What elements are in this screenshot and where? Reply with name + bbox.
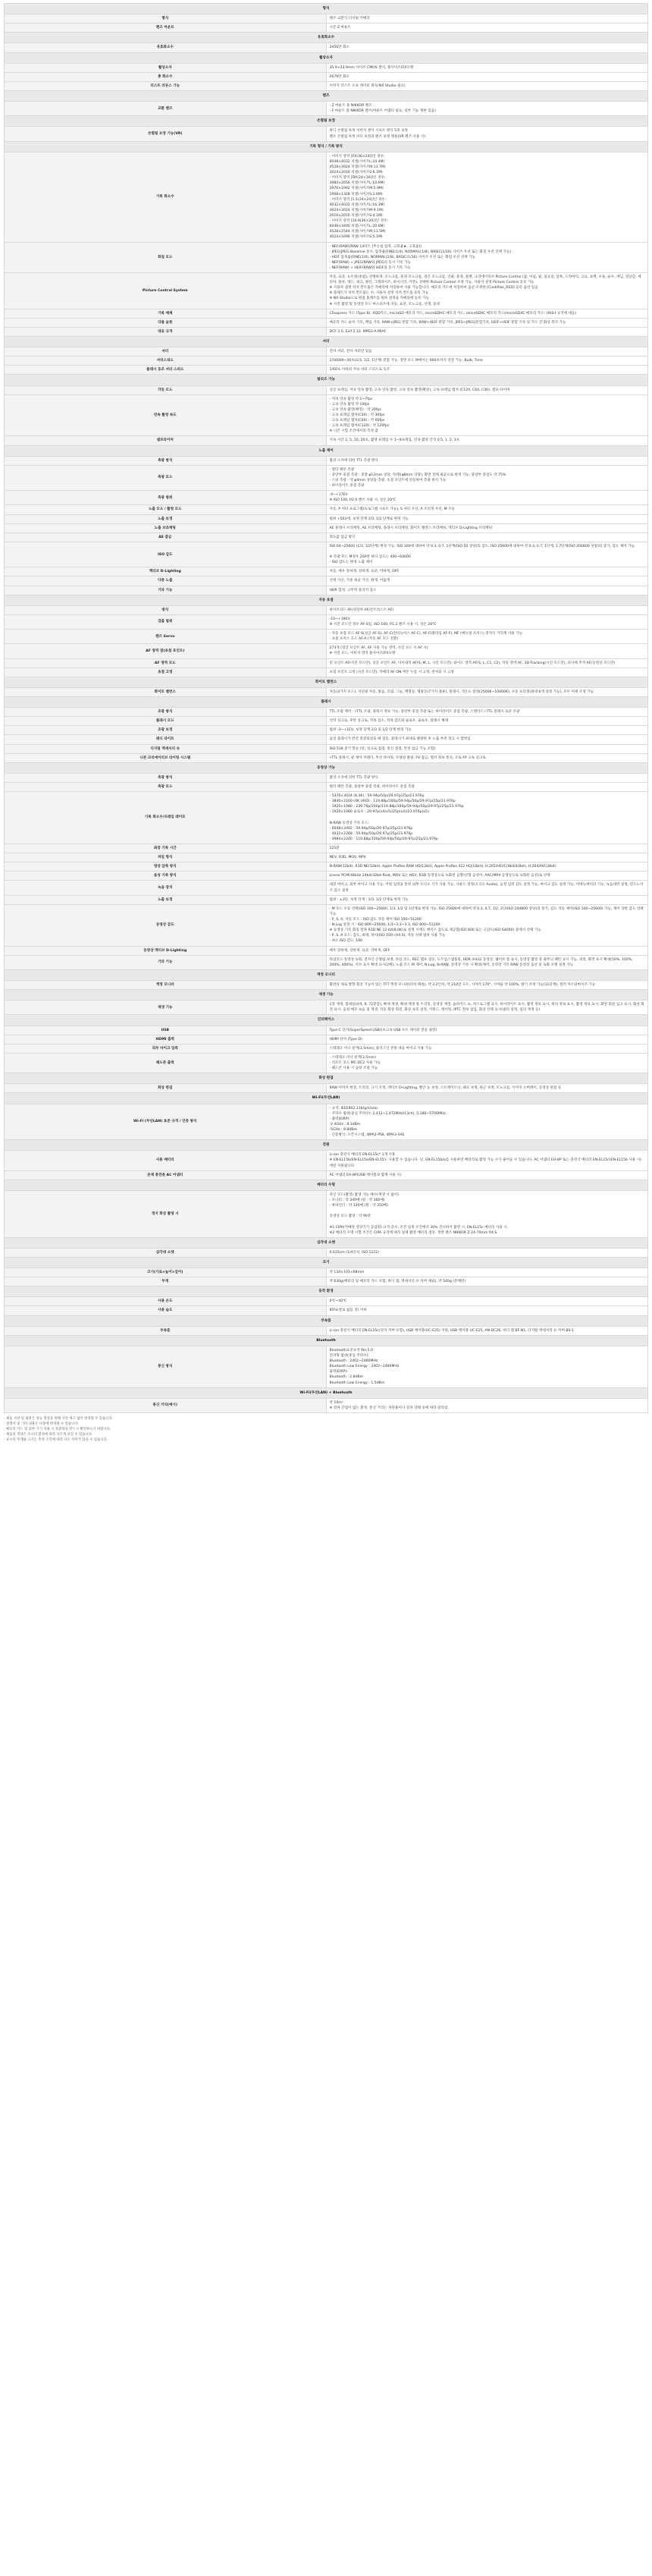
section-header — [5, 677, 648, 687]
section-title: 부속품 — [5, 1315, 648, 1326]
spec-label: 대응 규격 — [5, 327, 327, 336]
spec-label: Wi-Fi (무선LAN) 표준 규격 / 인증 방식 — [5, 1104, 327, 1140]
spec-row — [5, 1297, 648, 1306]
spec-value: -10~+19EV ※ 사진 모드인 경우 AF-S일, ISO 100, f/1.2 렌즈 사용 시, 상온 20℃ — [326, 614, 648, 629]
section-title: 동영상 기능 — [5, 762, 648, 773]
spec-value: 메모리 카드 순차 기록, 백업 기록, RAW+JPEG 분할 기록, RAW+HEIF 분할 기록, JPEG+JPEG(분할기록, HEIF+HEIF 분할 기록 및 카드 간 화상 복사 가능 — [326, 318, 648, 327]
spec-value: 촬상 소자에 의한 TTL 측광 방식 — [326, 456, 648, 465]
spec-value: RAW 이미지 현상, 트리밍, 크기 조정, 액티브 D-Lighting, 빨간 눈 보정, 스트레이트닝, 왜곡 보정, 원근 보정, 모노크롬, 이미지 오버레이, 동영상 편집 등 — [326, 1084, 648, 1093]
spec-value: 273개 (싱글 포인트 AF, AF 사용 가능 영역, 사진 모드 시 AF 시) ※ 사진 모드, 이미지 영역 풀사이즈(FX포맷 — [326, 644, 648, 658]
spec-row — [5, 687, 648, 696]
section-title: 크기 — [5, 1257, 648, 1268]
section-header — [5, 762, 648, 773]
footnote-line: - 표시된 무게와 크기는 측정 조건에 따라 다소 차이가 있을 수 있습니다. — [4, 1438, 108, 1443]
spec-row — [5, 1268, 648, 1277]
section-title: 촬상소자 — [5, 52, 648, 63]
spec-value: CFexpress 카드 (Type B), XQD카드, microSD 메모리 카드, microSDHC 메모리 카드, microSDXC 메모리 카드(microSDXC 메모리 카드: UHS-I 규격에 대응) — [326, 309, 648, 318]
spec-label: 연속 촬영 속도 — [5, 394, 327, 436]
spec-value: 35.9×23.9mm 사이즈 CMOS 센서, 풀사이즈(FX포맷 — [326, 63, 648, 72]
spec-row — [5, 456, 648, 465]
spec-label: 통신 방식 — [5, 1346, 327, 1387]
spec-value: 타임코드 동영상 녹화, 전자식 손떨림 보정, 타임 코드, REC 램프 점등, 도트업스샘플링, HDR (HLG) 동영상, 웨이브 폼 표시, 동영상 촬영 중 줄무늬 패턴 표시 기능, 피킹, 화면 표시 확대(50%, 100%, 200%, 400%), 서브 표시 확대 표시(2배), 노출 모드 M 제어, N-Log, N-RAW, 동영상 기록 시 확대(제어, 동영상 기록 RAW 동영상 옵션 및 녹화 포맷 설정 가능 — [326, 955, 648, 969]
spec-label: 화이트 밸런스 — [5, 687, 327, 696]
spec-label: 재생 기능 — [5, 1001, 327, 1015]
spec-label: 기타 기능 — [5, 955, 327, 969]
spec-label: 최장 기록 시간 — [5, 844, 327, 853]
spec-label: 사용 습도 — [5, 1306, 327, 1315]
spec-value: - 스테레오 미니 핀잭(3.5mm) - 리모트 코드 MC-DC2 사용 가능 - 헤드폰 사용 시 음량 조절 가능 — [326, 1053, 648, 1073]
spec-label: 각동 모드 — [5, 385, 327, 394]
spec-label: 사용 온도 — [5, 1297, 327, 1306]
spec-label: 액정 모니터 — [5, 981, 327, 990]
spec-value: 하이브리드 AF(위상차 AF/콘트라스트 AF) — [326, 605, 648, 614]
spec-row — [5, 981, 648, 990]
spec-row — [5, 1104, 648, 1140]
section-title: 셔터 — [5, 337, 648, 347]
spec-label: AE 잠금 — [5, 532, 327, 542]
spec-value: Li-ion 충전식 배터리 EN-EL15c* 1개 사용 ※ EN-EL15b/EN-EL15a/EN-EL15도 사용할 수 있습니다. 단, EN-EL15b/a를 사용하면 배터리로 촬영 가능 수가 줄어들 수 있습니다. AC 어댑터 EH-8P 또는 충전식 배터리 EN-EL15c(EN-EL15b 사용 시)에만 지원됩니다. — [326, 1151, 648, 1170]
spec-value: Bluetooth표준규격 Ver.5.0 전파형 범위(중심 주파수): Bluetooth : 2402~2480MHz Bluetooth Low Energy : 2402~2480MHz 출력(EIRP): Bluetooth : 2.8dBm Bluetooth Low Energy : 1.5dBm — [326, 1346, 648, 1387]
spec-row — [5, 644, 648, 658]
spec-row — [5, 708, 648, 717]
spec-row — [5, 853, 648, 862]
spec-label: 유효화소수 — [5, 43, 327, 52]
spec-row — [5, 717, 648, 726]
spec-row — [5, 514, 648, 523]
spec-value: 0℃~40℃ — [326, 1297, 648, 1306]
spec-label: 크기(가로×높이×깊이) — [5, 1268, 327, 1277]
spec-value: 지속 시간 2, 5, 10, 20초, 촬영 프레임 수 1~9프레임, 연속 촬영 간격 0.5, 1, 2, 3초 — [326, 436, 648, 445]
spec-value: 자동, 매우 강하게, 강하게, 표준, 약하게, OFF — [326, 567, 648, 576]
spec-label: 동영상 액티브 D-Lighting — [5, 946, 327, 955]
spec-label: 다중 노출 — [5, 576, 327, 586]
spec-label: 더블 슬롯 — [5, 318, 327, 327]
spec-row — [5, 1326, 648, 1335]
spec-value: Linear PCM(48kHz 24bit/32bit float, MOV 또는 NEV, R3D 동영상으로 녹화된 음향)선형 음성이, AAC(MP4 동영상으로 녹화된 음성)로 선택 — [326, 872, 648, 881]
spec-row — [5, 735, 648, 744]
section-title: 플래시 — [5, 696, 648, 707]
spec-label: 헤드폰 출력 — [5, 1053, 327, 1073]
spec-value: i-TTL 플래시, 광 제어 커맨더, 무선 라이팅, 모델링 발광, FV 잠금, 컬러 정보 통신, 오토 FP 고속 싱크로 — [326, 753, 648, 762]
section-title: 화이트 밸런스 — [5, 677, 648, 687]
section-header — [5, 1387, 648, 1398]
spec-value: 멀티 패턴 측광, 중앙부 중점 측광, 하이라이트 중점 측광 — [326, 782, 648, 791]
spec-label: 셔터 — [5, 347, 327, 357]
section-header — [5, 1286, 648, 1297]
spec-row — [5, 318, 648, 327]
spec-label: 통신 거리(예시) — [5, 1398, 327, 1412]
spec-value: 자동, 표준, 뉴트럴(중립), 선명하게, 모노크롬, 풍경 모노크롬, 깊은 모노크롬, 인물, 풍경, 플랫, 크리에이티브 Picture Control (꿈, 아침, 팝, 일요일, 암흑, 드라마틱, 고요, 표백, 우울, 순수, 데님, 장난감, 세피아, 블루, 레드, 핑크, 목탄, 그래파이트, 바이너리, 카본), 선택한 Picture Control 조정 가능, 사용자 설정 Picture Control 등록 가능 ※ 사용자 설정 픽쳐 컨트롤은 카메라에 저장하여 사용 가능합니다. 메모리 카드에 저장하여 옵션 조정한 [Cindifilas_RED] 등록 옵션 있음 ※ 플래트가 픽쳐 컨트롤는 수, 사용자 설정 픽쳐 컨트롤 등록 가능 ※ NX Studio으로 편집 플래트를 원하 설정을 카메라에 등록 가능 ※ 사진 촬영 및 동영상 모드 마스터즈에 자동, 표준, 모노크롬, 선명, 풍경 — [326, 273, 648, 309]
section-title: 인터페이스 — [5, 1015, 648, 1026]
spec-value: TTL 조광 제어 : i-TTL 조광, 플래시 정보 가능, 중앙부 중점 측광 또는 하이라이트 중점 측광, 스탠더드 i-TTL 플래시 표준 조광 — [326, 708, 648, 717]
spec-value: 1장 재생, 썸네일(4개, 9, 72분할), 확대 재생, 확대 재생 중 트리밍, 동영상 재생, 슬라이드 쇼, 히스토그램 표시, 하이라이트 표시, 촬영 정보 표시, 위치 정보 표시, 촬영 정보 표시, 화면 회전 입고 표시, 화상 회전 표시, 음성 메모 녹음 및 재생, 자동 화상 회전, 화상 보호 설정, 키워드, 레이팅, IPTC 정보 삽입, 화상 선택 표시(필터 설정, 임의 재생 등) — [326, 1001, 648, 1015]
section-header — [5, 969, 648, 980]
spec-value: - NEF(RAW)(RAW 14비트 [무손실 압축, 고효율★, 고효율]) - JPEG(JPEG-Baseline 준수, 압축률(FINE(1/4), NORMAL(1/8), BASIC(1/16) 사이즈 우선 또는 화질 우선 선택 가능) - HEIF 압축률(FINE(1/4), NORMAL(1/8), BASIC(1/16) 사이즈 우선 또는 화질 우선 선택 가능 - NEF(RAW) + JPEG/RAW와 JPEG의 동시 기록 가능 - NEF(RAW) + HEIF(RAW와 HEIF의 동시 기록 가능 — [326, 242, 648, 273]
spec-row — [5, 309, 648, 318]
spec-value: NEV, R3D, MOV, MP4 — [326, 853, 648, 862]
section-header — [5, 90, 648, 101]
spec-label: 측광 범위 — [5, 491, 327, 505]
spec-label: Picture Control System — [5, 273, 327, 309]
spec-value: 매우 강하게, 강하게, 표준, 약하게, OFF — [326, 946, 648, 955]
spec-row — [5, 744, 648, 753]
spec-row — [5, 1084, 648, 1093]
spec-label: AF 영역 점(초점 포인트) — [5, 644, 327, 658]
spec-row — [5, 567, 648, 576]
spec-label: 기록 화소수/프레임 레이트 — [5, 792, 327, 844]
spec-label: 총 화소수 — [5, 72, 327, 81]
section-header — [5, 990, 648, 1001]
spec-label: 노출 보정 — [5, 895, 327, 904]
spec-label: 화상 편집 — [5, 1084, 327, 1093]
spec-value: Li-ion 충전식 배터리 EN-EL15c(단자 커버 포함), USB 케이블(UC-E25) 지원, USB 케이블 UC-E25, AN-DC26, 바디 캡 BF-N1, 디지털 액세서리 슈 커버 BS-1 — [326, 1326, 648, 1335]
section-header — [5, 1015, 648, 1026]
spec-label: 무게 — [5, 1277, 327, 1286]
section-header — [5, 1257, 648, 1268]
section-title: 액정 모니터 — [5, 969, 648, 980]
spec-value: 범위 : ±3단, 보정 단계 : 1/3, 1/2 단계로 변경 가능 — [326, 895, 648, 904]
spec-label: 정지 화상 촬영 시 — [5, 1190, 327, 1237]
spec-row — [5, 505, 648, 514]
spec-row — [5, 1001, 648, 1015]
spec-row — [5, 43, 648, 52]
spec-label: 측광 방식 — [5, 456, 327, 465]
section-title: 동작 환경 — [5, 1286, 648, 1297]
spec-value: ISO 518 준거 핫슈 (단, 싱크로 접점, 통신 접점, 안전 잠금 기능 포함) — [326, 744, 648, 753]
footnote-line: - 메모리 카드 및 외부 기기 사용 시 호환성을 반드시 확인하시기 바랍니다. — [4, 1428, 111, 1432]
spec-row — [5, 357, 648, 366]
section-header — [5, 52, 648, 63]
spec-row — [5, 586, 648, 595]
spec-value: 니콘 Z 마운트 — [326, 24, 648, 33]
spec-value: 렌즈 교환식 디지털 카메라 — [326, 14, 648, 24]
spec-label: 음성 기록 방식 — [5, 872, 327, 881]
spec-table — [4, 3, 648, 1413]
spec-value: AE 플래시 브라케팅, AE 브라케팅, 플래시 브라케팅, 화이트 밸런스 브라케팅, 액티브 D-Lighting 브라케팅 — [326, 523, 648, 532]
section-title: 자동 초점 — [5, 595, 648, 605]
spec-label: ISO 감도 — [5, 542, 327, 567]
spec-row — [5, 523, 648, 532]
section-title: 유효화소수 — [5, 33, 648, 43]
spec-row — [5, 614, 648, 629]
spec-value: - 이미지 영역 [FX(36×24)]인 경우: 6048×4032 픽셀(사이즈L:24.4M) 4528×3024 픽셀(사이즈M:13.7M) 3024×2016 픽셀(사이즈S:6.1M) - 이미지 영역 [DX(24×16)]인 경우: 3984×2656 픽셀(사이즈L:10.6M) 2976×1992 픽셀(사이즈M:5.9M) 1968×1328 픽셀(사이즈S:2.6M) - 이미지 영역 [1:1(24×24)]인 경우: 4032×4032 픽셀(사이즈L:16.3M) 3024×3024 픽셀(사이즈M:9.1M) 2016×2016 픽셀(사이즈S:4.1M) - 이미지 영역 [16:9(36×20)]인 경우: 6048×3400 픽셀(사이즈L:20.6M) 4528×2544 픽셀(사이즈M:11.5M) 3024×1696 픽셀(사이즈S:5.1M) — [326, 152, 648, 242]
spec-label: 방식 — [5, 605, 327, 614]
spec-value: 약 134×101×68mm — [326, 1268, 648, 1277]
spec-value: 싱글 프레임, 저속 연속 촬영, 고속 연속 촬영, 고속 연속 촬영(확장), 고속 프레임 캡쳐 (C120, C60, C30), 셀프 타이머 — [326, 385, 648, 394]
spec-row — [5, 605, 648, 614]
spec-row — [5, 630, 648, 644]
spec-row — [5, 881, 648, 895]
spec-value: 촬상 소자에 의한 TTL 측광 방식 — [326, 773, 648, 782]
spec-value: 휘도값 잠금 방식 — [326, 532, 648, 542]
spec-label: 본체 충전용 AC 어댑터 — [5, 1170, 327, 1180]
section-header — [5, 696, 648, 707]
spec-label: 노출 보정 — [5, 514, 327, 523]
section-title: 화상 편집 — [5, 1073, 648, 1084]
spec-value: 2450만 화소 — [326, 43, 648, 52]
spec-label: 디지털 액세서리 슈 — [5, 744, 327, 753]
spec-label: 파일 형식 — [5, 853, 327, 862]
spec-row — [5, 491, 648, 505]
spec-label: 손떨림 보정 기능(VR) — [5, 127, 327, 141]
footnote-line: - 설명서 및 기타 내용은 나중에 변경될 수 있습니다. — [4, 1422, 79, 1427]
spec-value: 범위 +5EV에, 보정 단계 1/3, 1/2 단계로 변경 가능 — [326, 514, 648, 523]
spec-row — [5, 24, 648, 33]
spec-row — [5, 242, 648, 273]
section-title: 렌즈 — [5, 90, 648, 101]
spec-row — [5, 81, 648, 90]
spec-value: - 규격: IEEE802.11b/g/n/a/ac - 주파수 범위(중심 주파수): 2,412~2,472MHz(13ch), 5,180~5700MHz - 출력(EIRP): -2.4GHz : 8.1dBm -5GHz : 8.8dBm - 인증방식: 오픈시스템, WPA2-PSK, WPA3-SAE — [326, 1104, 648, 1140]
spec-label: 측광 모드 — [5, 465, 327, 490]
spec-row — [5, 385, 648, 394]
spec-value: 125분 — [326, 844, 648, 853]
spec-label: 노출 브라케팅 — [5, 523, 327, 532]
spec-row — [5, 753, 648, 762]
spec-value: 1/60초 이하의 저속 셔터 스피드로 동조 — [326, 366, 648, 375]
spec-label: 기타 기능 — [5, 586, 327, 595]
section-header — [5, 1335, 648, 1346]
section-header — [5, 337, 648, 347]
spec-value: 0.635cm (1/4인치, ISO 1222) — [326, 1248, 648, 1257]
spec-label: 초점 고정 — [5, 668, 327, 677]
section-header — [5, 116, 648, 127]
spec-value: 1/16000~30초(1/3, 1/2, 1단계) 분할 가능, 장면 모드 M에서는 900초까지 연장 가능, Bulb, Time — [326, 357, 648, 366]
spec-row — [5, 327, 648, 336]
spec-label: 삼각대 소켓 — [5, 1248, 327, 1257]
spec-label: 검출 범위 — [5, 614, 327, 629]
spec-value: 범위 -3~+1EV, 보정 단계 1/3 및 1/2 단계 변경 가능 — [326, 726, 648, 735]
spec-value: N-RAW(12bit), R3D NE(12bit), Apple ProRes RAW HQ(12bit), Apple ProRes 422 HQ(10bit), H.265/HEVC(8bit/10bit), H.264/AVC(8bit) — [326, 862, 648, 872]
section-title: 노출 제어 — [5, 445, 648, 456]
section-header — [5, 1093, 648, 1104]
section-title: Wi-Fi(무선LAN) — [5, 1093, 648, 1104]
spec-value: 바디 손떨림 보정 이미지 센서 시프트 방식 5축 보정 렌즈 손떨림 보정 바디 보정과 렌즈 보정 병용(VR 렌즈 사용 시) — [326, 127, 648, 141]
spec-value: 핀 포인트 AF(사진 모드만), 싱글 포인트 AF, 다이내믹 AF(S, M, L, 사진 모드만), 와이드 영역 AF(S, L, C1, C2), 자동 영역 AF, 3D-Tracking(사진 모드만), 피사체 추적 AF(동영상 모드만) — [326, 658, 648, 668]
spec-table-body — [5, 4, 648, 1413]
spec-value: 스테레오 미니 핀잭(3.5mm), 플러그인 전원 대응 마이크 사용 가능 — [326, 1044, 648, 1053]
spec-value: 파인 모드(촬영) 촬영 가능 매수(재생 시 없이) - 모니터 : 약 340매 (원 : 약 360매) - 뷰파인더 : 약 330매 (원 : 약 350매) 동영상 모드 촬영 : 약 90분 ※1 CIPA(카메라 영상기기 공업회) 규격 준수, 조건 일정 조건에서 30% 건너띠어 촬영 시, EN-EL15c 배터리 사용 시. ※2 배터리 수명 시험 조건은 CIPA 규격에 따라 실제 촬영 배터리 점유. 정면 렌즈 NIKKOR Z 24-70mm f/4 S. — [326, 1190, 648, 1237]
section-title: Wi-Fi(무선LAN) + Bluetooth — [5, 1387, 648, 1398]
section-title: 릴리즈 기능 — [5, 375, 648, 385]
spec-row — [5, 862, 648, 872]
spec-value: AC 어댑터 EH-8P(USB 케이블과 함께 사용 시) — [326, 1170, 648, 1180]
spec-value: 전자 셔터, 전자 셔터만 있음 — [326, 347, 648, 357]
spec-row — [5, 1170, 648, 1180]
spec-row — [5, 1044, 648, 1053]
spec-value: 약 10m¹ ※ 전파 간섭이 없는 환경. 통신 거리는 차단물이나 전파 상태 등에 따라 달라짐. — [326, 1398, 648, 1412]
footnote-line: - 제품 사양 및 외관은 성능 향상을 위해 사전 예고 없이 변경될 수 있습니다. — [4, 1417, 114, 1422]
spec-row — [5, 1248, 648, 1257]
spec-value: 선막 싱크로, 후막 싱크로, 적목 감소, 적목 감소와 슬로우, 슬로우, 플래시 해제 — [326, 717, 648, 726]
spec-row — [5, 1026, 648, 1035]
spec-label: 동영상 감도 — [5, 904, 327, 946]
spec-value: - 자동 초점 모드 AF-S(싱글 AF-S), AF-C(컨티뉴어스 AF-C), AF-F(풀타임 AF-F), MF (매뉴얼 포커스) 전자식 거리계 사용 가능 - 초점 포커스 모드 AF-A (자동 AF 모드 전환) — [326, 630, 648, 644]
footnotes — [4, 1416, 648, 1443]
spec-row — [5, 1398, 648, 1412]
section-header — [5, 375, 648, 385]
spec-label: USB — [5, 1026, 327, 1035]
spec-row — [5, 895, 648, 904]
spec-row — [5, 872, 648, 881]
spec-row — [5, 726, 648, 735]
spec-label: 플래시 동조 셔터 스피드 — [5, 366, 327, 375]
spec-value: - Z 마운트 용 NIKKOR 렌즈 - F 마운트 용 NIKKOR 렌즈(마운트 어댑터 필요, 일부 기능 제한 있음) — [326, 102, 648, 116]
spec-row — [5, 792, 648, 844]
spec-label: 니콘 크리에이티브 라이팅 시스템 — [5, 753, 327, 762]
spec-value: 화면의 세로 방향 회전 기능이 있는 TFT 액정 모니터(터치 패널), 약 3.2인치, 약 210만 도트, 시야각 170°, 시야율 약 100%, 밝기 조정 가능(11단계), 컬러 커스터마이즈 가능 — [326, 981, 648, 990]
spec-label: 렌즈 Servo — [5, 630, 327, 644]
section-header — [5, 141, 648, 152]
spec-value: 옵션 플래시가 완전 충전되었을 때 점등, 플래시가 최대로 발광한 후 노출 부족 경고 시 깜박임 — [326, 735, 648, 744]
section-title: 배터리 수명 — [5, 1180, 648, 1190]
spec-label: 더스트 리듀스 기능 — [5, 81, 327, 90]
spec-label: 촬상소자 — [5, 63, 327, 72]
spec-label: 부속품 — [5, 1326, 327, 1335]
section-header — [5, 1180, 648, 1190]
spec-label: 셔터스피드 — [5, 357, 327, 366]
spec-row — [5, 1346, 648, 1387]
spec-row — [5, 955, 648, 969]
spec-value: 자동, P 셔터 프로그램(프로그램 시프트 가능), S 셔터 우선, A 조리개 우선, M 수동 — [326, 505, 648, 514]
spec-label: 셀프타이머 — [5, 436, 327, 445]
spec-row — [5, 542, 648, 567]
spec-row — [5, 532, 648, 542]
spec-value: 85%(결로 없을 것) 이하 — [326, 1306, 648, 1315]
spec-label: 영상 압축 방식 — [5, 862, 327, 872]
spec-row — [5, 273, 648, 309]
spec-value: HDMI 단자 (Type D) — [326, 1035, 648, 1044]
spec-row — [5, 72, 648, 81]
spec-label: 액티브 D-Lighting — [5, 567, 327, 576]
spec-label: 녹음 장치 — [5, 881, 327, 895]
spec-row — [5, 366, 648, 375]
spec-value: DCF 2.0, Exif 2.32, MPEG-A MIAF — [326, 327, 648, 336]
spec-row — [5, 102, 648, 116]
spec-value: HDR 합성, 고무력 플리커 감소 — [326, 586, 648, 595]
spec-value: -4~+17EV ※ ISO 100, f/2.0 렌즈 사용 시, 상온 20℃ — [326, 491, 648, 505]
spec-row — [5, 152, 648, 242]
section-header — [5, 1315, 648, 1326]
spec-row — [5, 14, 648, 24]
spec-row — [5, 844, 648, 853]
spec-value: 선명 가산, 가중 평균 가산, 밝게, 어둡게 — [326, 576, 648, 586]
spec-row — [5, 394, 648, 436]
spec-label: 측광 방식 — [5, 773, 327, 782]
section-header — [5, 4, 648, 14]
spec-value: - M 모드 수동 선택(ISO 100~25600, 1/3, 1/2 및 1단계로 변경 가능. ISO 25600에 대하여 약 0.3, 0.7, 1단, 2단(ISO 204800 상당)의 증가, 감도 자동 제어(ISO 100~25600) 가능, 제어 상한 감도 선택 가능 - P, S, A, 자동 모드 : ISO 감도 자동 제어 ISO 100~51200 - N-Log 설정 시 : ISO 800~25600, 1/3~3.3~3.3, ISO 800~51200 ※ 동영상 기록 화질 항목 R3D NE 12-bit(8.0K)로 설정 시에도 베이스 감도로 제공함(ISO 800 또는 고감도(ISO 64000) 중에서 선택 가능 - P, S, A 모드: 감도, 최대, 하이(ISO 100~H4.0), 자동 선택 범위 사용 가능 - 최소 ISO 감도: 100 — [326, 904, 648, 946]
spec-label: 조광 보정 — [5, 726, 327, 735]
section-header — [5, 1140, 648, 1151]
spec-label: 외부 마이크 입력 — [5, 1044, 327, 1053]
spec-label: 화질 모드 — [5, 242, 327, 273]
section-title: Bluetooth — [5, 1335, 648, 1346]
spec-value: Type-C 단자(SuperSpeed USB)(초고속 USB 포트 데이터 전송 권장) — [326, 1026, 648, 1035]
footnote-line: - 제품의 색상은 모니터 환경에 따라 다르게 보일 수 있습니다. — [4, 1433, 93, 1437]
section-header — [5, 1237, 648, 1248]
spec-value: ISO 64~25600 (1/3, 1/2단계) 변경 가능. ISO 100에 대하여 약 0.3, 0.7, 1단계(ISO 50 상당)의 감도, ISO 25600에 대하여 약 0.3, 0.7, 1단계, 1.7단계(ISO 204800 상당)의 증가, 감도 제어 가능. ※ 측광 모드 M경우 200만 하다 감도는 400~64000 - ISO 감도는 변경 노출 제어 — [326, 542, 648, 567]
spec-label: 교환 렌즈 — [5, 102, 327, 116]
spec-label: 사용 배터리 — [5, 1151, 327, 1170]
spec-row — [5, 668, 648, 677]
spec-label: 레디 라이트 — [5, 735, 327, 744]
spec-label: AF 영역 모드 — [5, 658, 327, 668]
section-title: 재생 기능 — [5, 990, 648, 1001]
spec-value: 약 630g(배터리 및 메모리 카드 포함, 바디 캡, 액세서리 슈 커버 제외), 약 540g (본체만) — [326, 1277, 648, 1286]
section-title: 전원 — [5, 1140, 648, 1151]
spec-value: 2679만 화소 — [326, 72, 648, 81]
spec-row — [5, 773, 648, 782]
spec-value: - 5376×3024 (8.3K) : 59.94p/50p/29.97p/25p/23.976p - 3840×2160 (4K UHD) : 119.88p/100p/59.94p/50p/29.97p/25p/23.976p - 1920×1080 : 239.76p/200p/119.88p/100p/59.94p/50p/29.97p/25p/23.976p - 1920×1080 슬로우 : 29.97p(x4/x5)/25p(x4)/23.976p(x5) N-RAW 동영상 기록 모드: - 6048×3402 : 59.94p/50p/29.97p/25p/23.976p - 4032×2268 : 59.94p/50p/29.97p/25p/23.976p - 3984×2240 : 119.88p/100p/59.94p/50p/29.97p/25p/23.976p — [326, 792, 648, 844]
spec-value: 이미지 더스트 오프 데이터 취득(NX Studio 필요) — [326, 81, 648, 90]
spec-label: 조광 방식 — [5, 708, 327, 717]
spec-row — [5, 1277, 648, 1286]
spec-row — [5, 1035, 648, 1044]
spec-label: 플래시 모드 — [5, 717, 327, 726]
spec-value: - 저속 연속 촬영 약 1~7fps - 고속 연속 촬영 약 10fps - 고속 연속 촬영(확장) : 약 20fps - 고속 프레임 캡처(C30) : 약 30fps - 고속 프레임 캡처(C60) : 약 60fps - 고속 프레임 캡처(C120) : 약 120fps ※ 니콘 시험 조건에서의 측정 값 — [326, 394, 648, 436]
spec-label: 렌즈 마운트 — [5, 24, 327, 33]
spec-value: - 멀티 패턴 측광 - 중앙부 중점 측광 : 중앙 φ12mm 상당, 직/원(φ8mm 상당), 화면 전체 평균으로 변경 가능, 중앙부 중점도 약 75% - 스팟 측광 : 약 φ4mm 상당을 측광, 초점 포인트에 연동하여 측광 위치 가능 - 하이라이트 중점 측광 — [326, 465, 648, 490]
spec-label: 형식 — [5, 14, 327, 24]
spec-row — [5, 946, 648, 955]
spec-row — [5, 576, 648, 586]
spec-row — [5, 63, 648, 72]
section-title: 삼각대 소켓 — [5, 1237, 648, 1248]
section-title: 형식 — [5, 4, 648, 14]
spec-value: 내장 마이크, 외부 마이크 사용 가능, 어떤 입력을 통한 외부 오디오 기기 사용 가능, 사운드 설정(오디오 Audio), 음성 입력 감도 설정 가능, 마이크 감도 설정 가능, 어테뉴에이터 기능, 녹음대역 설정, 윈드노이즈 감소 설정 — [326, 881, 648, 895]
spec-row — [5, 1306, 648, 1315]
section-title: 기록 형식 / 기록 방식 — [5, 141, 648, 152]
section-header — [5, 595, 648, 605]
spec-row — [5, 465, 648, 490]
spec-row — [5, 782, 648, 791]
spec-label: 노출 모드 / 촬영 모드 — [5, 505, 327, 514]
section-header — [5, 445, 648, 456]
spec-label: HDMI 출력 — [5, 1035, 327, 1044]
spec-row — [5, 1190, 648, 1237]
spec-row — [5, 1151, 648, 1170]
spec-label: 기록 화소수 — [5, 152, 327, 242]
spec-row — [5, 436, 648, 445]
section-title: 손떨림 보정 — [5, 116, 648, 127]
spec-label: 측광 모드 — [5, 782, 327, 791]
spec-row — [5, 904, 648, 946]
spec-value: 초점 포인트 고정 (사진 모드만), 카메라 AF-ON 버튼 누름 시 고정, 반셔터 시 고정 — [326, 668, 648, 677]
spec-row — [5, 347, 648, 357]
section-header — [5, 1073, 648, 1084]
spec-row — [5, 658, 648, 668]
spec-row — [5, 1053, 648, 1073]
section-header — [5, 33, 648, 43]
spec-value: 자동(3가지 모드), 자연광 자동, 맑음, 흐림, 그늘, 백열등, 형광등(7가지 종류), 플래시, 색온도 설정(2500K~10000K), 수동 프리셋(최대 6개 설정 가능), 모두 미세 조정 가능 — [326, 687, 648, 696]
spec-row — [5, 127, 648, 141]
spec-label: 기록 매체 — [5, 309, 327, 318]
